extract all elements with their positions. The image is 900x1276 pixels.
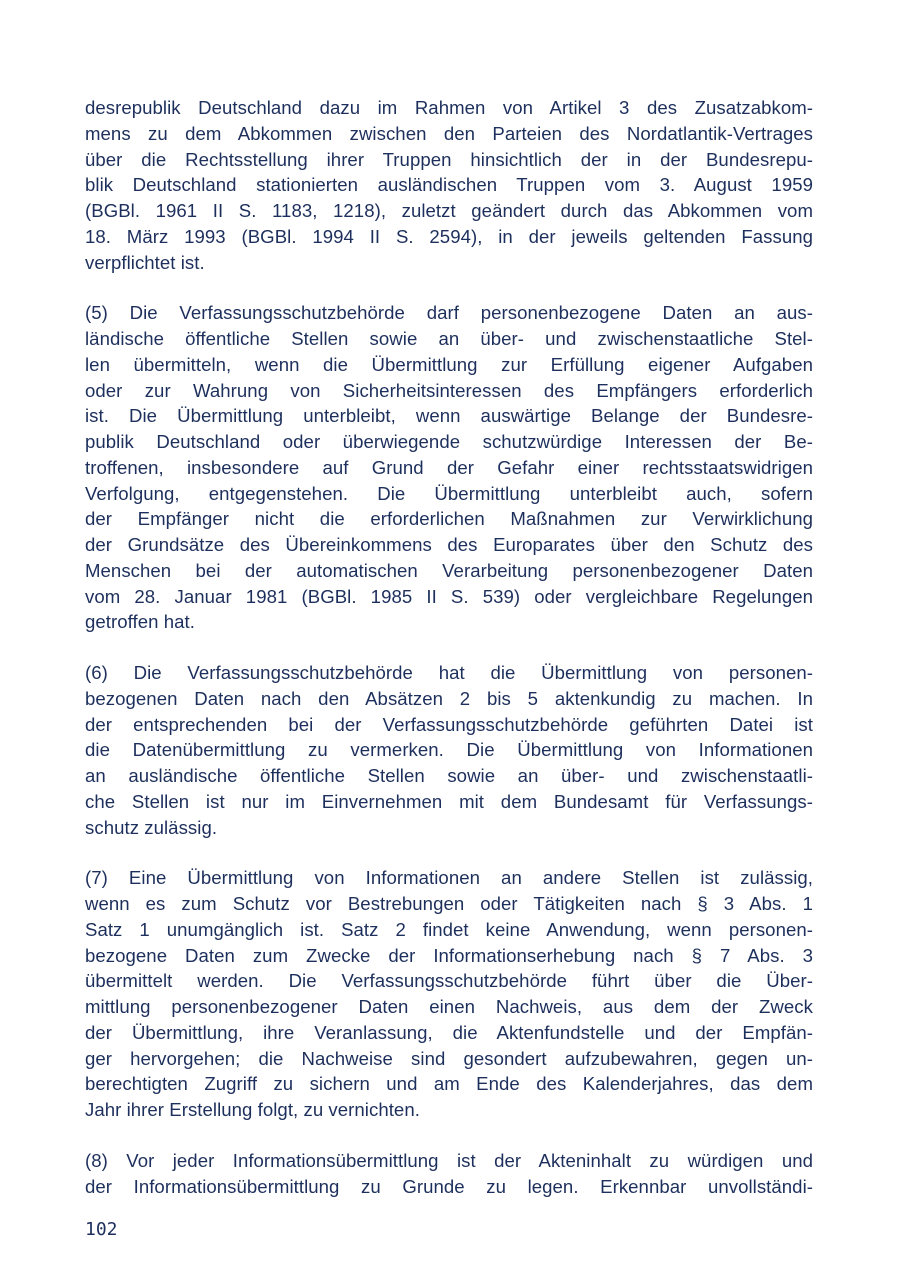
text-line: bezogene Daten zum Zwecke der Informationserhebung nach § 7 Abs. 3 bbox=[85, 944, 813, 966]
paragraph-absatz-8 bbox=[85, 1148, 813, 1200]
text-line: der Übermittlung, ihre Veranlassung, die Aktenfundstelle und der Empfän- bbox=[85, 1021, 813, 1043]
text-line: Jahr ihrer Erstellung folgt, zu vernichten. bbox=[85, 1099, 420, 1120]
text-line: ländische öffentliche Stellen sowie an über- und zwischenstaatliche Stel- bbox=[85, 328, 813, 349]
paragraph-absatz-7 bbox=[85, 865, 813, 1123]
text-line: Verfolgung, entgegenstehen. Die Übermittlung unterbleibt auch, sofern bbox=[85, 482, 813, 504]
text-line: Menschen bei der automatischen Verarbeitung personenbezogener Daten bbox=[85, 559, 813, 581]
text-line: bezogenen Daten nach den Absätzen 2 bis 5 aktenkundig zu machen. In bbox=[85, 687, 813, 709]
text-line: ger hervorgehen; die Nachweise sind gesondert aufzubewahren, gegen un- bbox=[85, 1047, 813, 1069]
text-line: ist. Die Übermittlung unterbleibt, wenn auswärtige Belange der Bundesre- bbox=[85, 405, 813, 427]
text-line: (BGBl. 1961 II S. 1183, 1218), zuletzt geändert durch das Abkommen vom bbox=[85, 200, 813, 221]
text-line: verpflichtet ist. bbox=[85, 251, 205, 273]
text-line: Satz 1 unumgänglich ist. Satz 2 findet keine Anwendung, wenn personen- bbox=[85, 918, 813, 940]
text-line: die Datenübermittlung zu vermerken. Die Übermittlung von Informationen bbox=[85, 739, 813, 761]
text-line: an ausländische öffentliche Stellen sowie an über- und zwischenstaatli- bbox=[85, 765, 813, 786]
page-number: 102 bbox=[85, 1219, 118, 1240]
text-line: (6) Die Verfassungsschutzbehörde hat die Übermittlung von personen- bbox=[85, 662, 813, 683]
text-line: mens zu dem Abkommen zwischen den Parteien des Nordatlantik-Vertrages bbox=[85, 122, 813, 144]
paragraph-absatz-5 bbox=[85, 300, 813, 635]
text-line: getroffen hat. bbox=[85, 611, 195, 633]
text-line: der entsprechenden bei der Verfassungsschutzbehörde geführten Datei ist bbox=[85, 713, 813, 735]
text-line: berechtigten Zugriff zu sichern und am Ende des Kalenderjahres, das dem bbox=[85, 1073, 813, 1095]
text-line: desrepublik Deutschland dazu im Rahmen von Artikel 3 des Zusatzabkom- bbox=[85, 97, 813, 118]
text-line: wenn es zum Schutz vor Bestrebungen oder Tätigkeiten nach § 3 Abs. 1 bbox=[85, 893, 813, 914]
text-line: übermittelt werden. Die Verfassungsschutzbehörde führt über die Über- bbox=[85, 970, 813, 992]
text-line: (5) Die Verfassungsschutzbehörde darf personenbezogene Daten an aus- bbox=[85, 302, 813, 324]
text-line: schutz zulässig. bbox=[85, 816, 218, 838]
text-line: len übermitteln, wenn die Übermittlung zur Erfüllung eigener Aufgaben bbox=[85, 353, 813, 375]
text-line: (8) Vor jeder Informationsübermittlung ist der Akteninhalt zu würdigen und bbox=[85, 1149, 813, 1171]
text-line: über die Rechtsstellung ihrer Truppen hinsichtlich der in der Bundesrepu- bbox=[85, 148, 813, 170]
text-line: blik Deutschland stationierten ausländischen Truppen vom 3. August 1959 bbox=[85, 174, 813, 196]
text-line: der Informationsübermittlung zu Grunde zu legen. Erkennbar unvollständi- bbox=[85, 1175, 813, 1197]
text-line: vom 28. Januar 1981 (BGBl. 1985 II S. 539) oder vergleichbare Regelungen bbox=[85, 585, 813, 607]
text-line: der Empfänger nicht die erforderlichen Maßnahmen zur Verwirklichung bbox=[85, 508, 813, 530]
text-line: der Grundsätze des Übereinkommens des Europarates über den Schutz des bbox=[85, 534, 813, 555]
text-line: che Stellen ist nur im Einvernehmen mit dem Bundesamt für Verfassungs- bbox=[85, 790, 813, 812]
text-line: 18. März 1993 (BGBl. 1994 II S. 2594), in der jeweils geltenden Fassung bbox=[85, 225, 813, 247]
text-line: publik Deutschland oder überwiegende schutzwürdige Interessen der Be- bbox=[85, 431, 813, 452]
text-line: (7) Eine Übermittlung von Informationen an andere Stellen ist zulässig, bbox=[85, 867, 813, 889]
paragraph-continuation bbox=[85, 95, 813, 275]
document-page bbox=[85, 95, 813, 1224]
text-line: mittlung personenbezogener Daten einen Nachweis, aus dem der Zweck bbox=[85, 996, 813, 1017]
text-line: oder zur Wahrung von Sicherheitsinteressen des Empfängers erforderlich bbox=[85, 379, 813, 401]
text-line: troffenen, insbesondere auf Grund der Gefahr einer rechtsstaatswidrigen bbox=[85, 456, 813, 478]
paragraph-absatz-6 bbox=[85, 660, 813, 840]
